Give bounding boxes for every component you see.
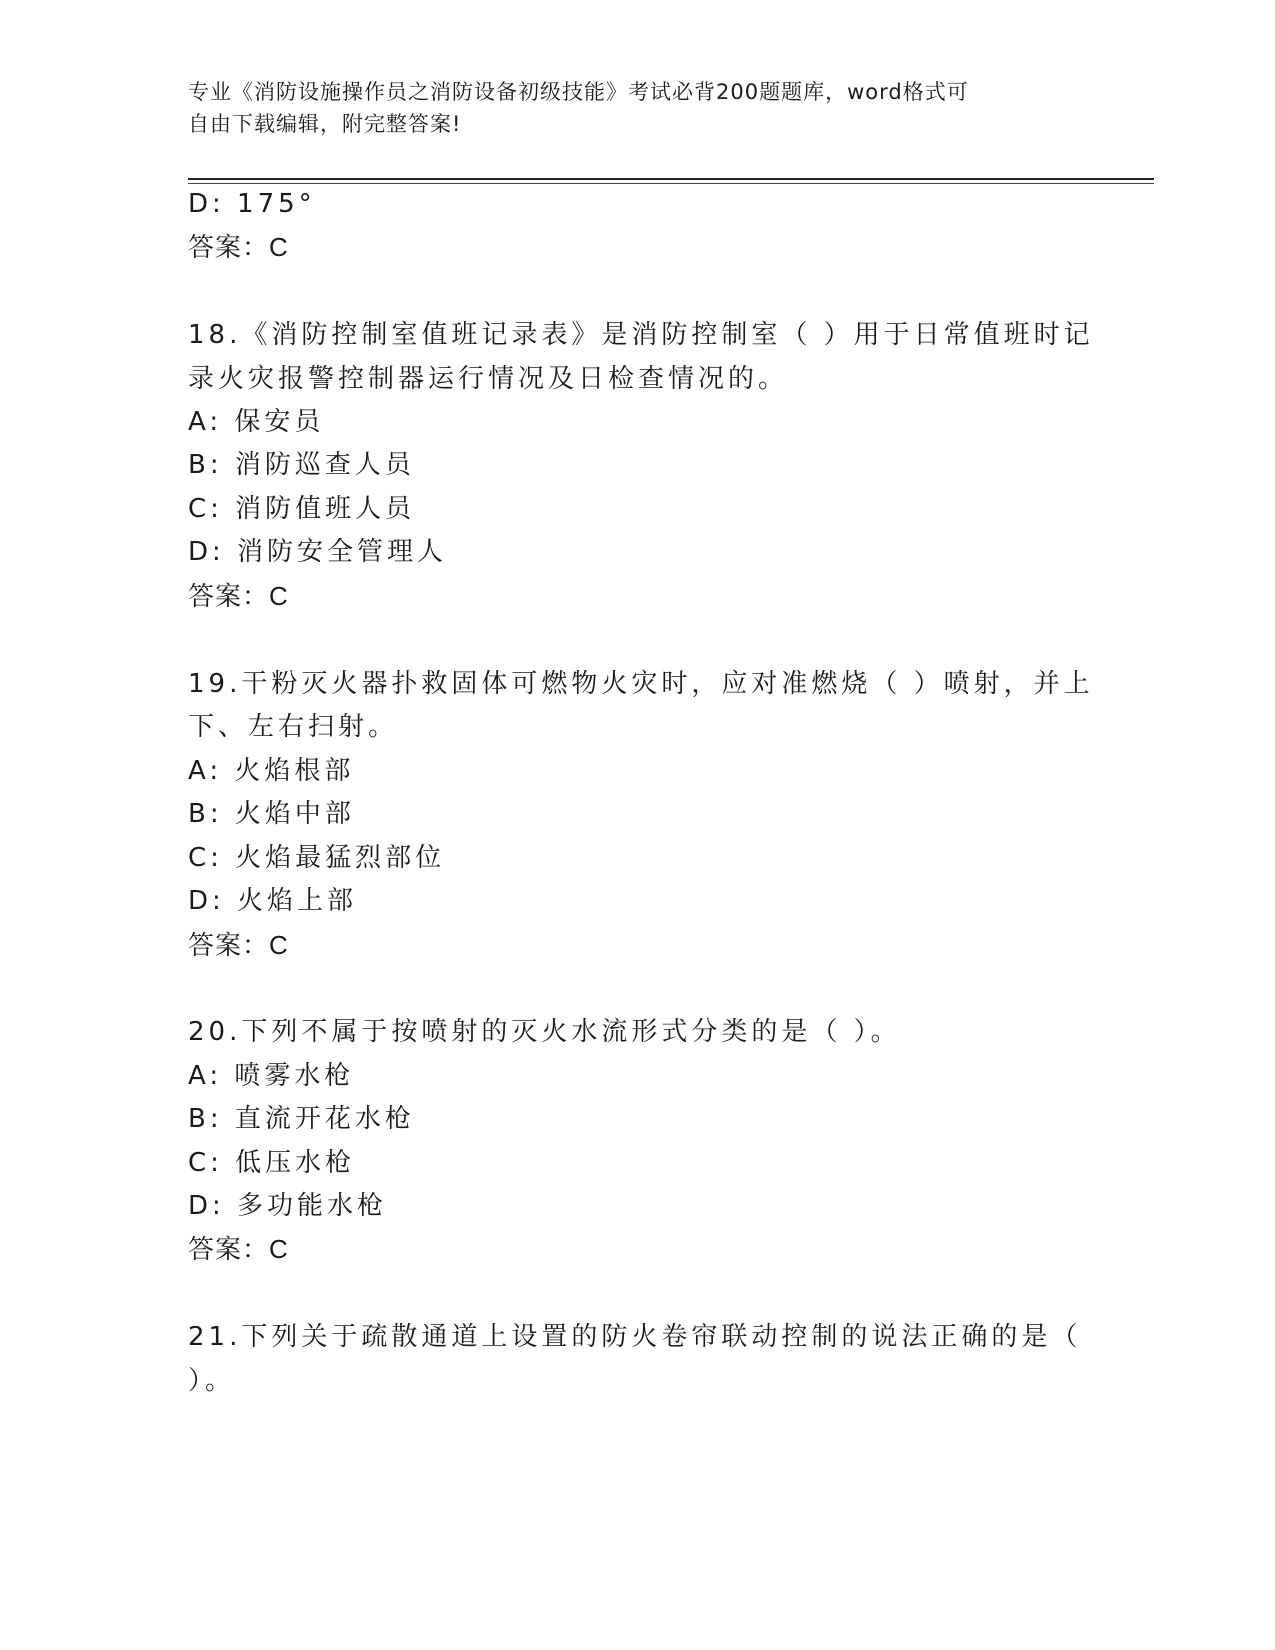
q20-option-c: C: 低压水枪 [188, 1148, 356, 1178]
prev-answer: 答案：C [188, 232, 289, 262]
q19-stem-line-1: 19.干粉灭火器扑救固体可燃物火灾时，应对准燃烧（ ）喷射，并上 [188, 669, 1094, 699]
q20-option-b: B: 直流开花水枪 [188, 1104, 415, 1134]
q19-option-d: D: 火焰上部 [188, 886, 358, 916]
q18-answer: 答案：C [188, 581, 289, 611]
q20-stem-line-1: 20.下列不属于按喷射的灭火水流形式分类的是（ ）。 [188, 1017, 901, 1047]
prev-option-d: D: 175° [188, 189, 316, 219]
document-header [188, 76, 1068, 140]
header-line-2: 自由下载编辑，附完整答案! [188, 112, 462, 136]
q19-stem-line-2: 下、左右扫射。 [188, 712, 399, 742]
q18-stem-line-1: 18.《消防控制室值班记录表》是消防控制室（ ）用于日常值班时记 [188, 320, 1094, 350]
q19-option-a: A: 火焰根部 [188, 756, 355, 786]
q20-option-d: D: 多功能水枪 [188, 1191, 388, 1221]
q18-stem-line-2: 录火灾报警控制器运行情况及日检查情况的。 [188, 364, 789, 394]
q20-answer: 答案：C [188, 1234, 289, 1264]
q18-option-d: D: 消防安全管理人 [188, 537, 448, 567]
q19-option-b: B: 火焰中部 [188, 799, 355, 829]
q21-stem-line-1: 21.下列关于疏散通道上设置的防火卷帘联动控制的说法正确的是（ [188, 1322, 1082, 1352]
q18-option-b: B: 消防巡查人员 [188, 450, 415, 480]
header-divider-thin [188, 183, 1154, 184]
q18-option-a: A: 保安员 [188, 407, 325, 437]
q21-stem-line-2: ）。 [188, 1366, 236, 1396]
header-line-1: 专业《消防设施操作员之消防设备初级技能》考试必背200题题库，word格式可 [188, 80, 969, 104]
q19-answer: 答案：C [188, 930, 289, 960]
q19-option-c: C: 火焰最猛烈部位 [188, 843, 446, 873]
q20-option-a: A: 喷雾水枪 [188, 1061, 355, 1091]
header-divider [188, 178, 1154, 180]
q18-option-c: C: 消防值班人员 [188, 494, 416, 524]
